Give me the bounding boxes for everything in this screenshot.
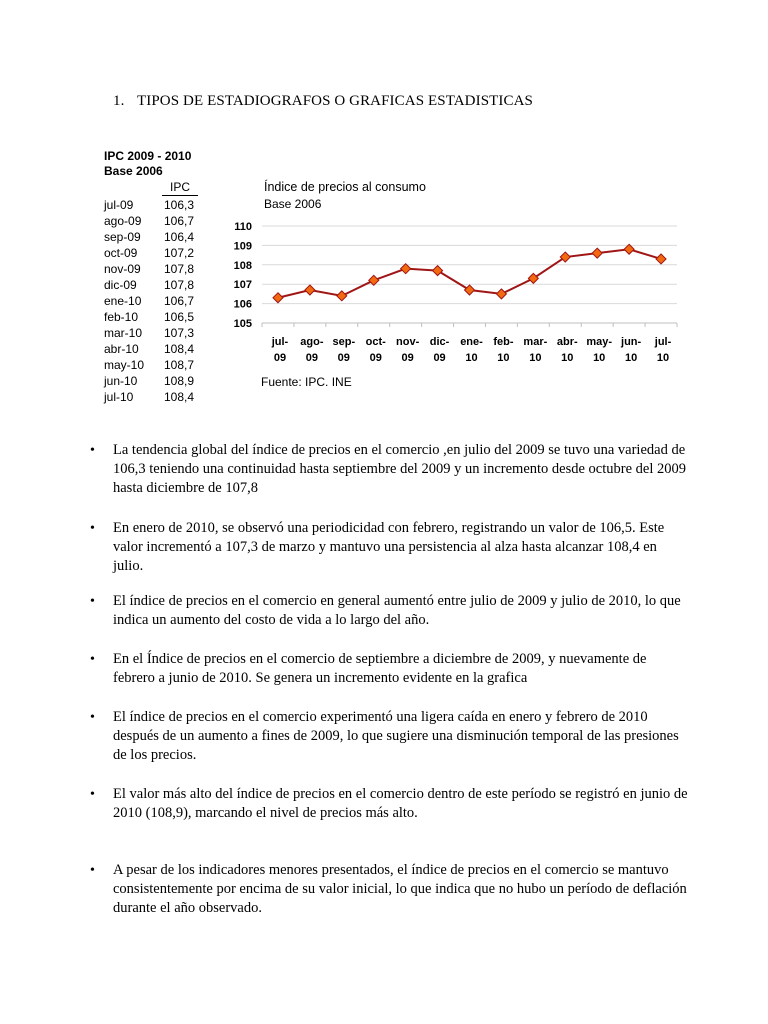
data-point — [433, 266, 443, 276]
table-row — [104, 309, 204, 325]
bullet-text: La tendencia global del índice de precios en el comercio ,en julio del 2009 se tuvo una variedad de 106,3 teniendo una continuidad hasta septiembre del 2009 y un incremento desde octubre del 2009 hasta diciembre de 107,8 — [113, 442, 686, 496]
table-month-cell: ene-10 — [104, 294, 142, 308]
x-tick-label: 09 — [433, 352, 446, 364]
table-value-cell: 106,5 — [164, 310, 195, 324]
data-point — [496, 289, 506, 299]
data-point — [273, 293, 283, 303]
table-month-cell: may-10 — [104, 358, 145, 372]
table-value-cell: 107,2 — [164, 246, 195, 260]
table-value-cell: 106,7 — [164, 214, 195, 228]
table-row — [104, 325, 204, 341]
data-point — [592, 248, 602, 258]
table-row — [104, 357, 204, 373]
bullet-dot-icon: • — [90, 443, 95, 458]
x-tick-label: 09 — [273, 352, 287, 364]
x-tick-label: 09 — [305, 352, 319, 364]
table-month-cell: dic-09 — [104, 278, 137, 292]
bullet-text: En enero de 2010, se observó una periodicidad con febrero, registrando un valor de 106,5. Este valor incrementó a 107,3 de marzo y mantuvo una persistencia al alza hasta alcanzar 108,4 en julio. — [113, 520, 665, 574]
table-value-cell: 107,8 — [164, 262, 195, 276]
table-value-cell: 106,7 — [164, 294, 195, 308]
heading-text: TIPOS DE ESTADIOGRAFOS O GRAFICAS ESTADISTICAS — [137, 93, 533, 109]
x-tick-label: 10 — [529, 352, 542, 364]
bullet-text: El índice de precios en el comercio en general aumentó entre julio de 2009 y julio de 2010, lo que indica un aumento del costo de vida a lo largo del año. — [113, 593, 681, 628]
table-row — [104, 213, 204, 229]
table-month-cell: ago-09 — [104, 214, 142, 228]
x-tick-label: oct- — [365, 336, 386, 348]
x-tick-label: 09 — [401, 352, 414, 364]
table-row — [104, 261, 204, 277]
heading-number: 1. — [113, 93, 125, 109]
bullet-dot-icon: • — [90, 710, 95, 725]
bullet-text: A pesar de los indicadores menores presentados, el índice de precios en el comercio se mantuvo consistentemente por encima de su valor inicial, lo que indica que no hubo un período de deflación durante el año observado. — [113, 862, 687, 916]
y-tick-label: 110 — [234, 221, 252, 233]
table-column-header: IPC — [162, 180, 198, 196]
table-rows — [104, 197, 204, 405]
table-month-cell: jun-10 — [104, 374, 138, 388]
x-tick-label: 09 — [337, 352, 350, 364]
x-tick-label: sep- — [332, 336, 356, 348]
y-tick-label: 108 — [233, 259, 252, 272]
table-month-cell: abr-10 — [104, 342, 139, 356]
table-value-cell: 107,3 — [164, 326, 195, 340]
table-month-cell: jul-10 — [104, 390, 134, 404]
table-value-cell: 108,9 — [164, 374, 195, 388]
table-row — [104, 293, 204, 309]
x-tick-label: 09 — [369, 352, 382, 364]
table-month-cell: oct-09 — [104, 246, 138, 260]
x-tick-label: 10 — [593, 352, 606, 364]
bullet-text: En el Índice de precios en el comercio de septiembre a diciembre de 2009, y nuevamente de febrero a junio de 2010. Se genera un incremento evidente en la grafica — [113, 651, 647, 686]
table-value-cell: 108,4 — [164, 390, 195, 404]
data-point — [305, 285, 315, 295]
ipc-table — [104, 149, 195, 404]
table-month-cell: sep-09 — [104, 230, 141, 244]
x-tick-label: abr- — [556, 336, 578, 348]
table-row — [104, 197, 204, 213]
table-value-cell: 108,4 — [164, 342, 195, 356]
x-tick-label: 10 — [561, 352, 574, 364]
x-tick-label: nov- — [396, 336, 420, 348]
table-row — [104, 389, 204, 405]
table-row — [104, 245, 204, 261]
bullet-dot-icon: • — [90, 652, 95, 667]
x-tick-label: mar- — [523, 336, 548, 348]
table-title: IPC 2009 - 2010 — [104, 149, 192, 163]
x-tick-label: jul- — [271, 336, 289, 348]
chart-source: Fuente: IPC. INE — [261, 375, 352, 389]
table-value-cell: 106,3 — [164, 198, 195, 212]
chart-subtitle: Base 2006 — [264, 197, 322, 211]
x-tick-label: jun- — [621, 336, 642, 348]
x-tick-label: 10 — [465, 352, 478, 364]
table-value-cell: 108,7 — [164, 358, 195, 372]
y-tick-label: 109 — [233, 240, 252, 253]
bullet-dot-icon: • — [90, 863, 95, 878]
x-tick-label: jul- — [654, 336, 672, 348]
y-tick-label: 107 — [233, 279, 252, 292]
x-tick-label: may- — [586, 336, 613, 348]
table-subtitle: Base 2006 — [104, 164, 163, 178]
data-point — [656, 254, 666, 264]
data-point — [465, 285, 475, 295]
bullet-text: El índice de precios en el comercio experimentó una ligera caída en enero y febrero de 2010 después de un aumento a fines de 2009, lo que sugiere una disminución temporal de las presiones de los precios. — [113, 709, 679, 763]
table-month-cell: mar-10 — [104, 326, 143, 340]
line-chart — [220, 210, 690, 370]
bullet-dot-icon: • — [90, 787, 95, 802]
y-tick-label: 106 — [233, 298, 252, 311]
y-tick-label: 105 — [233, 318, 252, 330]
x-tick-label: 10 — [497, 352, 510, 364]
table-month-cell: feb-10 — [104, 310, 139, 324]
x-tick-label: ago- — [300, 336, 324, 348]
table-month-cell: nov-09 — [104, 262, 141, 276]
table-row — [104, 277, 204, 293]
table-month-cell: jul-09 — [104, 198, 134, 212]
bullet-text: El valor más alto del índice de precios en el comercio dentro de este período se registró en junio de 2010 (108,9), marcando el nivel de precios más alto. — [113, 786, 688, 821]
table-row — [104, 373, 204, 389]
x-tick-label: ene- — [460, 336, 483, 348]
x-tick-label: 10 — [656, 352, 670, 364]
bullet-dot-icon: • — [90, 521, 95, 536]
x-tick-label: 10 — [624, 352, 638, 364]
table-value-cell: 107,8 — [164, 278, 195, 292]
x-tick-label: feb- — [493, 336, 514, 348]
x-tick-label: dic- — [429, 336, 450, 348]
table-row — [104, 341, 204, 357]
chart-title: Índice de precios al consumo — [264, 180, 426, 194]
data-point — [337, 291, 347, 301]
bullet-dot-icon: • — [90, 594, 95, 609]
table-value-cell: 106,4 — [164, 230, 195, 244]
table-row — [104, 229, 204, 245]
